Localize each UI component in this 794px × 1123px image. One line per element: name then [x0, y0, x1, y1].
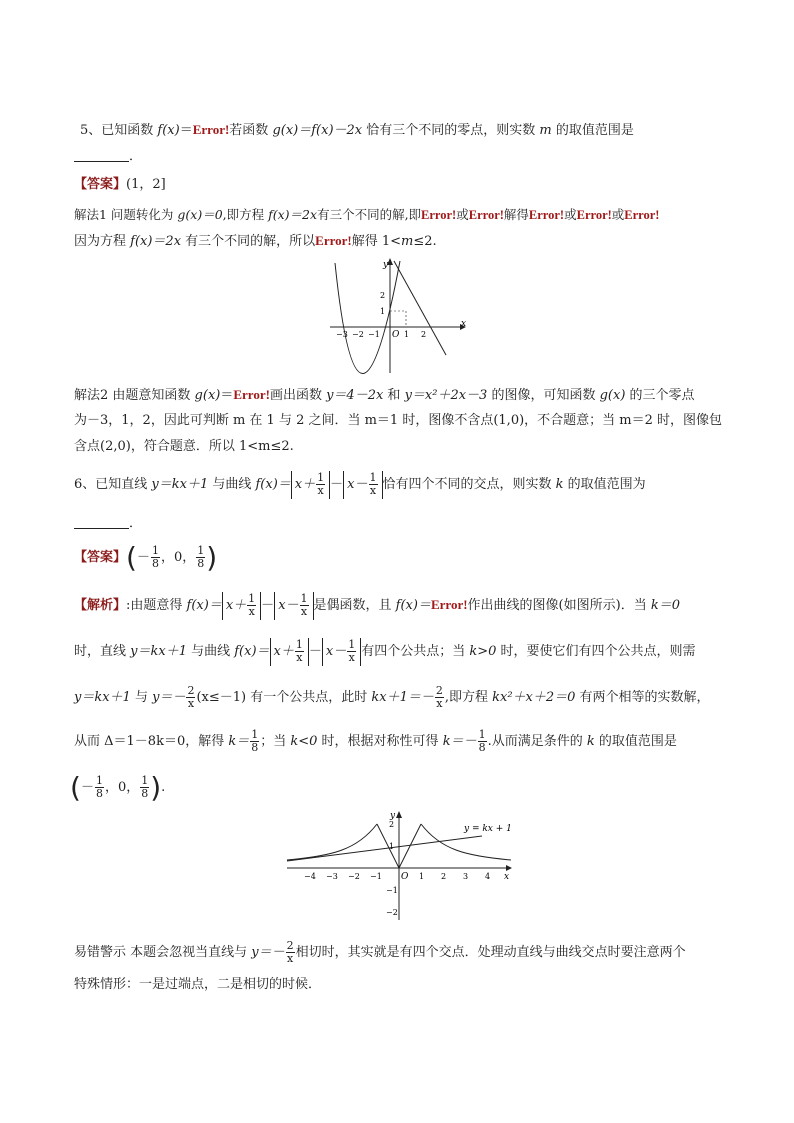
abs-x-minus-1-over-x: x－ $\frac{1}{x}$ [343, 471, 382, 499]
graph-1 [322, 255, 472, 380]
origin-label: O [401, 872, 409, 882]
curve-left-branch [287, 824, 377, 860]
p6-question-line1: 6、已知直线 y＝kx＋1 与曲线 f(x)＝ x＋ $\frac{1}{x}$ － x－ $\frac{1}{x}$ 恰有四个不同的交点，则实数 k 的取值范围为 [74, 470, 646, 497]
p6-analysis-line1: 【解析】:由题意得 f(x)＝ x＋ $\frac{1}{x}$ － x－ $\frac{1}{x}$ 是偶函数，且 f(x)＝Error!作出曲线的图像(如图所示)．当 k＝0 [74, 591, 680, 618]
y-tick-label: 2 [389, 820, 395, 829]
p6-analysis-line3: y＝kx＋1 与 y＝－ $\frac{2}{x}$ (x≤－1) 有一个公共点，此时 kx＋1＝－ $\frac{2}{x}$ ,即方程 kx²＋x＋2＝0 有两个相等的实数解， [74, 684, 710, 710]
p6-answer-blank: ． [74, 514, 142, 534]
x-label: x [504, 872, 510, 882]
x-tick-label: 2 [441, 872, 447, 881]
x-tick-label: −3 [326, 872, 338, 881]
p6-answer: 【答案】(－ $\frac{1}{8}$ ，0， $\frac{1}{8}$ ) [74, 540, 218, 574]
x-axis-arrow [506, 865, 512, 871]
y-tick-label: 1 [380, 307, 386, 316]
analysis-tag: 【解析】 [74, 598, 127, 613]
origin-label: O [392, 330, 400, 340]
p5-answer [74, 175, 166, 195]
abs-x-plus-1-over-x: x＋ $\frac{1}{x}$ [291, 471, 330, 499]
x-tick-label: 4 [485, 872, 491, 881]
p6-analysis-line4: 从而 Δ＝1－8k＝0，解得 k＝ $\frac{1}{8}$ ；当 k<0 时，根据对称性可得 k＝－ $\frac{1}{8}$ .从而满足条件的 k 的取值范围是 [74, 728, 677, 754]
p6-analysis-line2: 时，直线 y＝kx＋1 与曲线 f(x)＝ x＋ $\frac{1}{x}$ － x－ $\frac{1}{x}$ 有四个公共点；当 k>0 时，要使它们有四个公共点，则需 [74, 637, 696, 664]
p5-method2-line3: 含点(2,0)，符合题意．所以 1<m≤2. [74, 439, 294, 454]
x-tick-label: −2 [352, 330, 364, 339]
y-tick-label: 1 [389, 842, 395, 851]
y-label: y [390, 811, 396, 821]
x-tick-label: 1 [419, 872, 425, 881]
y-axis-arrow [396, 811, 402, 818]
x-tick-label: −4 [304, 872, 316, 881]
warning-line1: 易错警示 本题会忽视当直线与 y＝－ $\frac{2}{x}$ 相切时，其实就是有四个交点．处理动直线与曲线交点时要注意两个 [74, 939, 686, 965]
p5-question-line1: 5、已知函数 f(x)＝Error!若函数 g(x)＝f(x)－2x 恰有三个不同的零点，则实数 m 的取值范围是 [80, 122, 634, 138]
graph-2 [282, 808, 517, 923]
x-tick-label: −2 [348, 872, 360, 881]
warning-line2: 特殊情形：一是过端点，二是相切的时候． [74, 977, 322, 992]
x-tick-label: −1 [370, 872, 382, 881]
y-tick-label: −2 [386, 908, 398, 917]
line-4-minus-2x [394, 261, 446, 355]
answer-tag: 【答案】 [74, 550, 127, 565]
p5-method1-line1: 解法1 问题转化为 g(x)＝0,即方程 f(x)＝2x有三个不同的解,即Error!或Error!解得Error!或Error!或Error! [74, 207, 660, 222]
error-marker: Error! [192, 122, 230, 137]
x-tick-label: −3 [336, 330, 348, 339]
p6-analysis-line5: (－ $\frac{1}{8}$ ，0， $\frac{1}{8}$ ). [70, 770, 166, 804]
p5-answer-blank: ． [74, 147, 142, 167]
answer-tag: 【答案】 [74, 177, 127, 192]
p5-method2-line2: 为－3，1，2，因此可判断 m 在 1 与 2 之间．当 m＝1 时，图像不含点(1,0)，不合题意；当 m＝2 时，图像包 [74, 413, 723, 428]
y-label: y [383, 260, 389, 270]
y-tick-label: 2 [380, 291, 386, 300]
p5-method2-line1: 解法2 由题意知函数 g(x)＝Error!画出函数 y＝4－2x 和 y＝x²＋2x－3 的图像，可知函数 g(x) 的三个零点 [74, 387, 695, 403]
x-label: x [461, 319, 467, 329]
p5-method1-line2: 因为方程 f(x)＝2x 有三个不同的解，所以Error!解得 1<m≤2. [74, 233, 437, 249]
x-tick-label: −1 [368, 330, 380, 339]
x-tick-label: 2 [421, 330, 427, 339]
line-label: y = kx + 1 [464, 824, 512, 834]
answer-value: (1，2] [126, 177, 166, 192]
x-tick-label: 3 [463, 872, 469, 881]
x-tick-label: 1 [404, 330, 410, 339]
y-tick-label: −1 [386, 886, 398, 895]
